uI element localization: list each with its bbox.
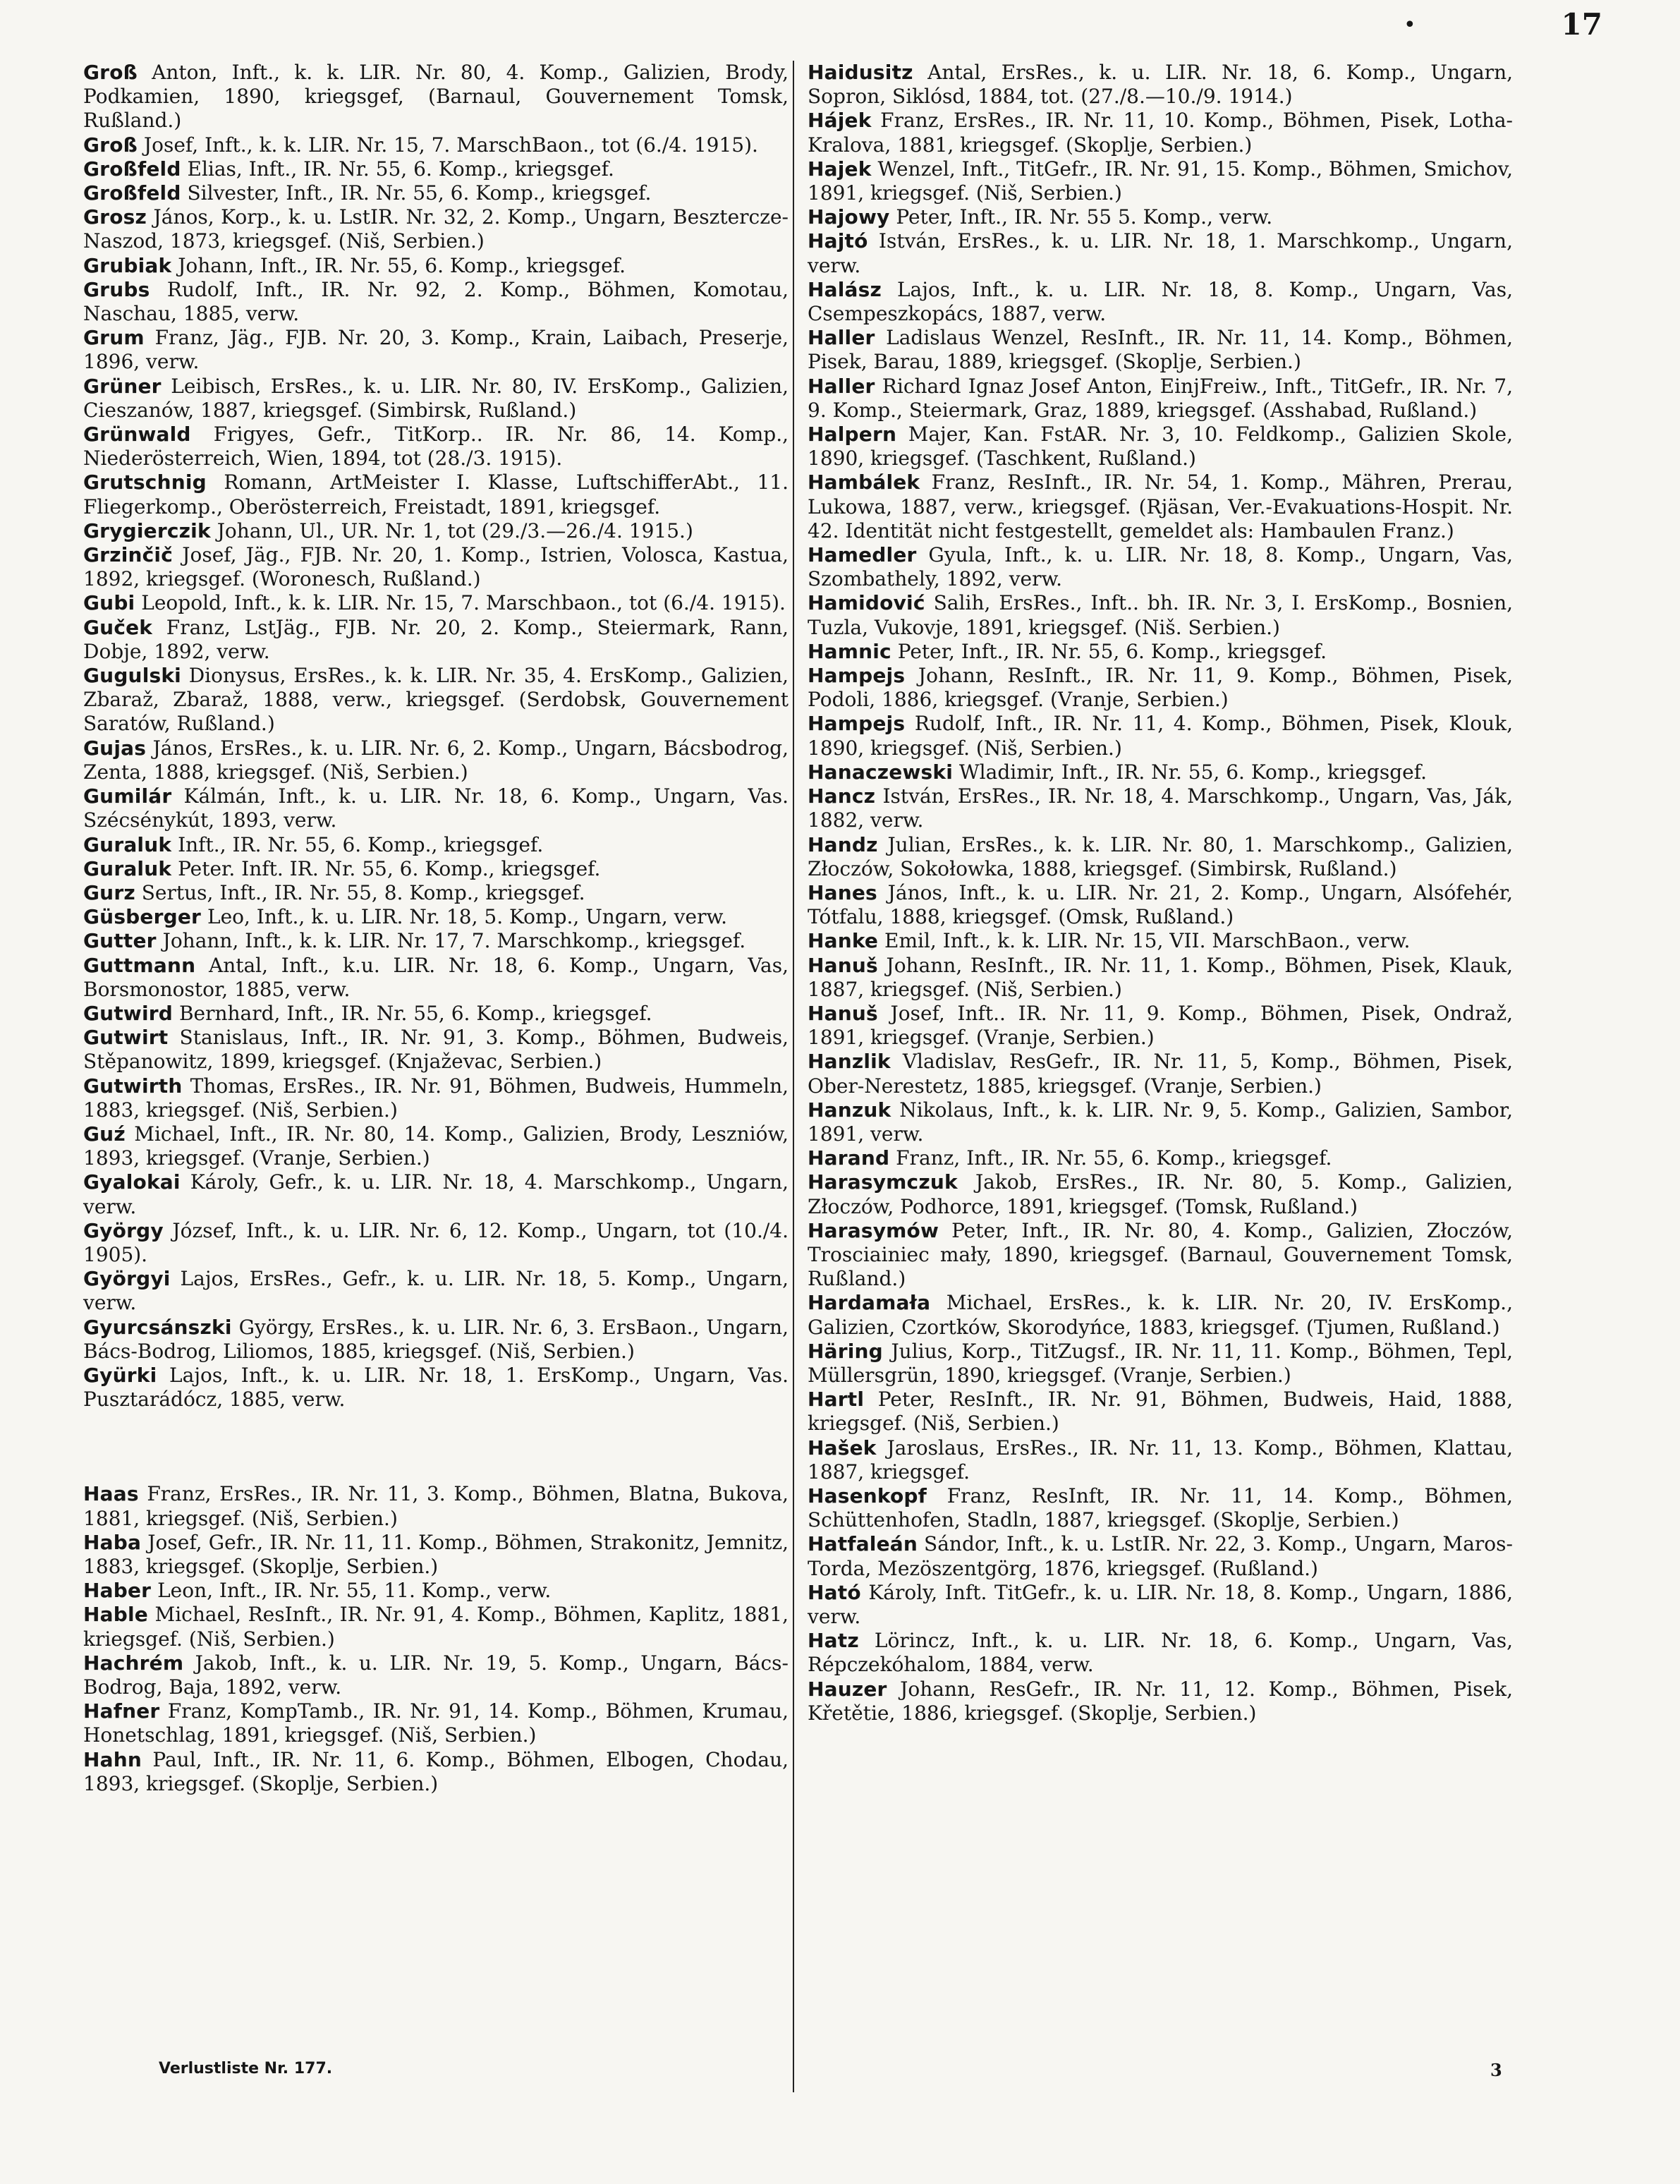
list-entry <box>83 616 789 664</box>
list-entry <box>83 1316 789 1364</box>
list-entry <box>83 736 789 784</box>
footer-signature-mark: 3 <box>1490 2060 1502 2080</box>
list-entry <box>808 471 1513 543</box>
entry-details: Frigyes, Gefr., TitKorp.. IR. Nr. 86, 14. Komp., Niederösterreich, Wien, 1894, tot (28./3. 1915). <box>83 423 789 471</box>
list-entry <box>83 664 789 736</box>
list-entry <box>83 1579 789 1603</box>
entry-surname: Großfeld <box>83 181 181 205</box>
entry-surname: Handz <box>808 832 878 856</box>
list-entry <box>83 1603 789 1651</box>
entry-surname: Hampejs <box>808 712 906 736</box>
entry-surname: Hatz <box>808 1629 859 1653</box>
entry-details: Lajos, Inft., k. u. LIR. Nr. 18, 1. ErsKomp., Ungarn, Vas. Pusztarádócz, 1885, verw. <box>83 1363 789 1412</box>
entry-details: Franz, ResInft, IR. Nr. 11, 14. Komp., Böhmen, Schüttenhofen, Stadln, 1887, kriegsgef. (Skoplje, Serbien.) <box>808 1484 1513 1532</box>
entry-surname: Hanuš <box>808 1001 878 1025</box>
entry-details: Vladislav, ResGefr., IR. Nr. 11, 5, Komp., Böhmen, Pisek, Ober-Nerestetz, 1885, kriegsgef. (Vranje, Serbien.) <box>808 1050 1513 1098</box>
entry-surname: Halász <box>808 277 882 301</box>
entry-details: Michael, ErsRes., k. k. LIR. Nr. 20, IV. ErsKomp., Galizien, Czortków, Skorodyńce, 1883, kriegsgef. (Tjumen, Rußland.) <box>808 1291 1513 1339</box>
entry-details: Inft., IR. Nr. 55, 6. Komp., kriegsgef. <box>178 832 544 856</box>
entry-surname: Gumilár <box>83 784 172 808</box>
list-entry <box>808 423 1513 471</box>
entry-details: Thomas, ErsRes., IR. Nr. 91, Böhmen, Budweis, Hummeln, 1883, kriegsgef. (Niš, Serbien.) <box>83 1074 789 1122</box>
list-entry <box>808 1340 1513 1388</box>
entry-details: János, Korp., k. u. LstIR. Nr. 32, 2. Komp., Ungarn, Besztercze-Naszod, 1873, kriegsgef. (Niš, Serbien.) <box>83 205 789 253</box>
entry-details: Franz, Jäg., FJB. Nr. 20, 3. Komp., Krain, Laibach, Preserje, 1896, verw. <box>83 326 789 374</box>
entry-details: Bernhard, Inft., IR. Nr. 55, 6. Komp., kriegsgef. <box>178 1001 652 1025</box>
list-entry <box>83 205 789 253</box>
list-entry <box>808 1219 1513 1292</box>
list-entry <box>83 1219 789 1267</box>
list-entry <box>83 905 789 929</box>
list-entry <box>83 543 789 591</box>
entry-surname: Hachrém <box>83 1651 184 1675</box>
entry-surname: Hable <box>83 1603 148 1627</box>
entry-surname: Hajtó <box>808 229 868 253</box>
entry-details: József, Inft., k. u. LIR. Nr. 6, 12. Komp., Ungarn, tot (10./4. 1905). <box>83 1218 789 1266</box>
list-entry <box>808 833 1513 881</box>
entry-surname: György <box>83 1218 164 1242</box>
entry-surname: Grutschnig <box>83 471 207 495</box>
entry-surname: Grosz <box>83 205 147 229</box>
entry-surname: Grum <box>83 326 145 350</box>
entry-details: Josef, Inft., k. k. LIR. Nr. 15, 7. MarschBaon., tot (6./4. 1915). <box>143 133 758 157</box>
entry-surname: Haba <box>83 1530 142 1554</box>
entry-details: Károly, Inft. TitGefr., k. u. LIR. Nr. 18, 8. Komp., Ungarn, 1886, verw. <box>808 1580 1513 1628</box>
entry-details: István, ErsRes., k. u. LIR. Nr. 18, 1. Marschkomp., Ungarn, verw. <box>808 229 1513 277</box>
entry-surname: Hambálek <box>808 471 920 495</box>
list-entry <box>83 133 789 157</box>
entry-surname: Hafner <box>83 1699 160 1723</box>
entry-details: Wladimir, Inft., IR. Nr. 55, 6. Komp., kriegsgef. <box>958 760 1427 784</box>
entry-details: Peter, ResInft., IR. Nr. 91, Böhmen, Budweis, Haid, 1888, kriegsgef. (Niš, Serbien.) <box>808 1388 1513 1436</box>
entry-details: János, ErsRes., k. u. LIR. Nr. 6, 2. Komp., Ungarn, Bácsbodrog, Zenta, 1888, kriegsgef. (Niš, Serbien.) <box>83 736 789 784</box>
entry-surname: Guraluk <box>83 832 172 856</box>
entry-surname: Hauzer <box>808 1677 887 1701</box>
entry-surname: Güsberger <box>83 905 202 929</box>
entry-surname: Gutwirt <box>83 1026 169 1050</box>
entry-surname: Hamedler <box>808 543 917 567</box>
entry-details: Ladislaus Wenzel, ResInft., IR. Nr. 11, 14. Komp., Böhmen, Pisek, Barau, 1889, kriegsgef. (Skoplje, Serbien.) <box>808 326 1513 374</box>
list-entry <box>83 519 789 543</box>
entry-surname: Hanzuk <box>808 1098 891 1122</box>
entry-details: Julius, Korp., TitZugsf., IR. Nr. 11, 11. Komp., Böhmen, Tepl, Müllersgrün, 1890, kriegsgef. (Vranje, Serbien.) <box>808 1339 1513 1387</box>
entry-surname: Harasymczuk <box>808 1170 958 1194</box>
list-entry <box>808 1484 1513 1532</box>
list-entry <box>83 254 789 278</box>
list-entry <box>808 1002 1513 1050</box>
entry-surname: Harasymów <box>808 1218 939 1242</box>
entry-details: Károly, Gefr., k. u. LIR. Nr. 18, 4. Marschkomp., Ungarn, verw. <box>83 1170 789 1218</box>
entry-surname: Guček <box>83 615 153 639</box>
entry-details: Michael, Inft., IR. Nr. 80, 14. Komp., Galizien, Brody, Leszniów, 1893, kriegsgef. (Vranje, Serbien.) <box>83 1122 789 1170</box>
entry-details: Leo, Inft., k. u. LIR. Nr. 18, 5. Komp., Ungarn, verw. <box>207 905 727 929</box>
list-entry <box>808 61 1513 109</box>
entry-surname: Gyürki <box>83 1363 157 1387</box>
entry-surname: Gyalokai <box>83 1170 181 1194</box>
entry-surname: Hanes <box>808 880 877 904</box>
entry-surname: Grygierczik <box>83 518 211 542</box>
entry-details: István, ErsRes., IR. Nr. 18, 4. Marschkomp., Ungarn, Vas, Ják, 1882, verw. <box>808 784 1513 832</box>
entry-surname: Hanuš <box>808 953 878 977</box>
list-entry <box>83 1170 789 1218</box>
entry-surname: Harand <box>808 1146 890 1170</box>
entry-surname: Grünwald <box>83 423 191 447</box>
list-entry <box>808 1532 1513 1580</box>
entry-surname: Hasenkopf <box>808 1484 927 1507</box>
entry-details: Peter, Inft., IR. Nr. 80, 4. Komp., Galizien, Złoczów, Trosciainiec mały, 1890, kriegsgef. (Barnaul, Gouvernement Tomsk, Rußland.) <box>808 1218 1513 1291</box>
entry-details: Sándor, Inft., k. u. LstIR. Nr. 22, 3. Komp., Ungarn, Maros-Torda, Mezöszentgörg, 1876, kriegsgef. (Rußland.) <box>808 1532 1513 1580</box>
list-entry <box>83 471 789 518</box>
right-column <box>808 61 1513 1725</box>
entry-details: Peter. Inft. IR. Nr. 55, 6. Komp., kriegsgef. <box>178 856 601 880</box>
list-entry <box>83 1651 789 1699</box>
entry-details: Antal, ErsRes., k. u. LIR. Nr. 18, 6. Komp., Ungarn, Sopron, Siklósd, 1884, tot. (27./8.—10./9. 1914.) <box>808 61 1514 109</box>
entry-surname: Gutter <box>83 929 157 953</box>
entry-surname: Haller <box>808 326 875 350</box>
entry-details: Johann, Inft., k. k. LIR. Nr. 17, 7. Marschkomp., kriegsgef. <box>162 929 746 953</box>
entry-details: János, Inft., k. u. LIR. Nr. 21, 2. Komp., Ungarn, Alsófehér, Tótfalu, 1888, kriegsgef. (Omsk, Rußland.) <box>808 880 1513 929</box>
list-entry <box>83 181 789 205</box>
entry-surname: Haidusitz <box>808 61 913 84</box>
entry-details: Sertus, Inft., IR. Nr. 55, 8. Komp., kriegsgef. <box>141 880 585 904</box>
entry-surname: Häring <box>808 1339 883 1363</box>
entry-details: Paul, Inft., IR. Nr. 11, 6. Komp., Böhmen, Elbogen, Chodau, 1893, kriegsgef. (Skoplje, Serbien.) <box>83 1747 789 1795</box>
entry-surname: Gurz <box>83 880 135 904</box>
entry-surname: Großfeld <box>83 157 181 181</box>
entry-details: Anton, Inft., k. k. LIR. Nr. 80, 4. Komp., Galizien, Brody, Podkamien, 1890, kriegsgef, (Barnaul, Gouvernement Tomsk, Rußland.) <box>83 61 789 133</box>
entry-details: Johann, ResGefr., IR. Nr. 11, 12. Komp., Böhmen, Pisek, Křetětie, 1886, kriegsgef. (Skoplje, Serbien.) <box>808 1677 1513 1725</box>
entry-details: Rudolf, Inft., IR. Nr. 11, 4. Komp., Böhmen, Pisek, Klouk, 1890, kriegsgef. (Niš, Serbien.) <box>808 712 1514 760</box>
list-entry <box>808 784 1513 832</box>
entry-surname: Hanzlik <box>808 1050 891 1074</box>
list-entry <box>808 954 1513 1002</box>
entry-details: Michael, ResInft., IR. Nr. 91, 4. Komp., Böhmen, Kaplitz, 1881, kriegsgef. (Niš, Serbien.) <box>83 1603 789 1651</box>
entry-surname: Hahn <box>83 1747 142 1771</box>
page-number: 17 <box>1561 7 1602 42</box>
list-entry <box>808 278 1513 326</box>
entry-surname: Gutwird <box>83 1001 174 1025</box>
entry-surname: Hanke <box>808 929 879 953</box>
list-entry <box>808 712 1513 760</box>
entry-details: Johann, ResInft., IR. Nr. 11, 1. Komp., Böhmen, Pisek, Klauk, 1887, kriegsgef. (Niš, Serbien.) <box>808 953 1513 1001</box>
entry-details: Gyula, Inft., k. u. LIR. Nr. 18, 8. Komp., Ungarn, Vas, Szombathely, 1892, verw. <box>808 543 1514 591</box>
list-entry <box>808 1388 1513 1436</box>
entry-details: Majer, Kan. FstAR. Nr. 3, 10. Feldkomp., Galizien Skole, 1890, kriegsgef. (Taschkent, Rußland.) <box>808 423 1513 471</box>
list-entry <box>83 1364 789 1412</box>
list-entry <box>808 157 1513 205</box>
entry-details: Nikolaus, Inft., k. k. LIR. Nr. 9, 5. Komp., Galizien, Sambor, 1891, verw. <box>808 1098 1513 1146</box>
entry-surname: Ható <box>808 1580 861 1604</box>
page-dot: • <box>1404 13 1416 37</box>
list-entry <box>808 543 1513 591</box>
entry-details: Franz, ErsRes., IR. Nr. 11, 3. Komp., Böhmen, Blatna, Bukova, 1881, kriegsgef. (Niš, Serbien.) <box>83 1482 789 1530</box>
entry-surname: Grüner <box>83 374 162 398</box>
entry-surname: Hanaczewski <box>808 760 953 784</box>
entry-details: Leon, Inft., IR. Nr. 55, 11. Komp., verw. <box>157 1579 552 1603</box>
entry-surname: Guź <box>83 1122 126 1146</box>
entry-details: Antal, Inft., k.u. LIR. Nr. 18, 6. Komp., Ungarn, Vas, Borsmonostor, 1885, verw. <box>83 953 789 1001</box>
entry-details: Jakob, Inft., k. u. LIR. Nr. 19, 5. Komp., Ungarn, Bács-Bodrog, Baja, 1892, verw. <box>83 1651 789 1699</box>
entry-details: Josef, Gefr., IR. Nr. 11, 11. Komp., Böhmen, Strakonitz, Jemnitz, 1883, kriegsgef. (Skoplje, Serbien.) <box>83 1530 789 1578</box>
entry-surname: Gyurcsánszki <box>83 1315 232 1339</box>
entry-details: György, ErsRes., k. u. LIR. Nr. 6, 3. ErsBaon., Ungarn, Bács-Bodrog, Liliomos, 1885, kriegsgef. (Niš, Serbien.) <box>83 1315 789 1363</box>
entry-details: Johann, ResInft., IR. Nr. 11, 9. Komp., Böhmen, Pisek, Podoli, 1886, kriegsgef. (Vranje, Serbien.) <box>808 664 1513 712</box>
entry-details: Franz, KompTamb., IR. Nr. 91, 14. Komp., Böhmen, Krumau, Honetschlag, 1891, kriegsgef. (Niš, Serbien.) <box>83 1699 789 1747</box>
list-entry <box>83 1267 789 1315</box>
entry-surname: Gugulski <box>83 664 181 688</box>
entry-surname: Groß <box>83 133 138 157</box>
entry-details: Wenzel, Inft., TitGefr., IR. Nr. 91, 15. Komp., Böhmen, Smichov, 1891, kriegsgef. (Niš, Serbien.) <box>808 157 1513 205</box>
entry-surname: Hardamała <box>808 1291 931 1315</box>
entry-surname: Guttmann <box>83 953 196 977</box>
list-entry <box>83 929 789 953</box>
list-entry <box>808 591 1513 639</box>
entry-details: Leopold, Inft., k. k. LIR. Nr. 15, 7. Marschbaon., tot (6./4. 1915). <box>141 591 786 615</box>
entry-surname: Hamidović <box>808 591 925 615</box>
list-entry <box>808 664 1513 712</box>
list-entry <box>83 1074 789 1122</box>
list-entry <box>83 1026 789 1074</box>
entry-details: Romann, ArtMeister I. Klasse, LuftschifferAbt., 11. Fliegerkomp., Oberösterreich, Freistadt, 1891, kriegsgef. <box>83 471 789 518</box>
entry-details: Josef, Inft.. IR. Nr. 11, 9. Komp., Böhmen, Pisek, Ondraž, 1891, kriegsgef. (Vranje, Serbien.) <box>808 1001 1514 1050</box>
entry-surname: Hájek <box>808 109 872 133</box>
entry-details: Rudolf, Inft., IR. Nr. 92, 2. Komp., Böhmen, Komotau, Naschau, 1885, verw. <box>83 277 789 326</box>
entry-details: Silvester, Inft., IR. Nr. 55, 6. Komp., kriegsgef. <box>187 181 652 205</box>
list-entry <box>83 1699 789 1747</box>
list-entry <box>808 1629 1513 1677</box>
entry-details: Emil, Inft., k. k. LIR. Nr. 15, VII. MarschBaon., verw. <box>884 929 1411 953</box>
list-entry <box>83 784 789 832</box>
list-entry <box>808 1170 1513 1218</box>
list-entry <box>808 109 1513 157</box>
left-column <box>83 61 789 1796</box>
entry-surname: Haas <box>83 1482 139 1506</box>
list-entry <box>83 326 789 374</box>
entry-details: Franz, ResInft., IR. Nr. 54, 1. Komp., Mähren, Prerau, Lukowa, 1887, verw., kriegsgef. (Rjäsan, Ver.-Evakuations-Hospit. Nr. 42. Identität nicht festgestellt, gemeldet als: Hambaulen Franz.) <box>808 471 1513 542</box>
list-entry <box>808 1291 1513 1339</box>
list-entry <box>83 375 789 423</box>
entry-surname: Grzinčič <box>83 543 174 567</box>
entry-details: Leibisch, ErsRes., k. u. LIR. Nr. 80, IV. ErsKomp., Galizien, Cieszanów, 1887, kriegsgef. (Simbirsk, Rußland.) <box>83 374 789 422</box>
entry-details: Lajos, Inft., k. u. LIR. Nr. 18, 8. Komp., Ungarn, Vas, Csempeszkopács, 1887, verw. <box>808 277 1513 326</box>
entry-details: Lörincz, Inft., k. u. LIR. Nr. 18, 6. Komp., Ungarn, Vas, Répczekóhalom, 1884, verw. <box>808 1629 1513 1677</box>
entry-details: Jakob, ErsRes., IR. Nr. 80, 5. Komp., Galizien, Złoczów, Podhorce, 1891, kriegsgef. (Tomsk, Rußland.) <box>808 1170 1513 1218</box>
entry-details: Stanislaus, Inft., IR. Nr. 91, 3. Komp., Böhmen, Budweis, Stěpanowitz, 1899, kriegsgef. (Knjaževac, Serbien.) <box>83 1026 789 1074</box>
list-entry <box>83 157 789 181</box>
entry-details: Franz, LstJäg., FJB. Nr. 20, 2. Komp., Steiermark, Rann, Dobje, 1892, verw. <box>83 615 789 663</box>
entry-surname: Guraluk <box>83 856 172 880</box>
list-entry <box>83 857 789 881</box>
entry-details: Dionysus, ErsRes., k. k. LIR. Nr. 35, 4. ErsKomp., Galizien, Zbaraž, Zbaraž, 1888, verw., kriegsgef. (Serdobsk, Gouvernement Saratów, Rußland.) <box>83 664 789 736</box>
list-entry <box>808 205 1513 229</box>
column-divider <box>793 61 794 2092</box>
list-entry <box>808 1678 1513 1725</box>
entry-details: Elias, Inft., IR. Nr. 55, 6. Komp., kriegsgef. <box>187 157 614 181</box>
entry-details: Salih, ErsRes., Inft.. bh. IR. Nr. 3, I. ErsKomp., Bosnien, Tuzla, Vukovje, 1891, kriegsgef. (Niš. Serbien.) <box>808 591 1514 639</box>
section-gap <box>83 1412 789 1482</box>
list-entry <box>808 1098 1513 1146</box>
entry-surname: Gujas <box>83 736 147 760</box>
list-entry <box>808 1050 1513 1098</box>
entry-surname: Hancz <box>808 784 876 808</box>
list-entry <box>808 326 1513 374</box>
list-entry <box>808 881 1513 929</box>
list-entry <box>83 833 789 857</box>
entry-surname: Haller <box>808 374 875 398</box>
entry-surname: Gubi <box>83 591 135 615</box>
list-entry <box>808 760 1513 784</box>
entry-details: Johann, Ul., UR. Nr. 1, tot (29./3.—26./4. 1915.) <box>217 518 693 542</box>
list-entry <box>83 1748 789 1796</box>
entry-surname: Groß <box>83 61 138 84</box>
entry-details: Franz, ErsRes., IR. Nr. 11, 10. Komp., Böhmen, Pisek, Lotha-Kralova, 1881, kriegsgef. (Skoplje, Serbien.) <box>808 109 1514 157</box>
list-entry <box>83 278 789 326</box>
list-entry <box>83 1531 789 1579</box>
entry-details: Julian, ErsRes., k. k. LIR. Nr. 80, 1. Marschkomp., Galizien, Złoczów, Sokołowka, 1888, kriegsgef. (Simbirsk, Rußland.) <box>808 832 1514 880</box>
list-entry <box>83 1002 789 1026</box>
entry-surname: Hašek <box>808 1436 877 1460</box>
entry-surname: Hartl <box>808 1388 865 1412</box>
entry-details: Richard Ignaz Josef Anton, EinjFreiw., Inft., TitGefr., IR. Nr. 7, 9. Komp., Steiermark, Graz, 1889, kriegsgef. (Asshabad, Rußland.) <box>808 374 1513 422</box>
entry-surname: Haber <box>83 1579 152 1603</box>
list-entry <box>83 591 789 615</box>
entry-surname: Gutwirth <box>83 1074 183 1098</box>
list-entry <box>83 61 789 133</box>
entry-surname: Grubiak <box>83 253 172 277</box>
list-entry <box>808 1581 1513 1629</box>
entry-details: Kálmán, Inft., k. u. LIR. Nr. 18, 6. Komp., Ungarn, Vas. Szécsénykút, 1893, verw. <box>83 784 789 832</box>
list-entry <box>808 640 1513 664</box>
list-entry <box>808 375 1513 423</box>
list-entry <box>83 954 789 1002</box>
footer-list-number: Verlustliste Nr. 177. <box>159 2060 333 2077</box>
list-entry <box>808 229 1513 277</box>
entry-details: Franz, Inft., IR. Nr. 55, 6. Komp., kriegsgef. <box>896 1146 1332 1170</box>
entry-details: Josef, Jäg., FJB. Nr. 20, 1. Komp., Istrien, Volosca, Kastua, 1892, kriegsgef. (Woronesch, Rußland.) <box>83 543 789 591</box>
entry-surname: Hajek <box>808 157 872 181</box>
entry-surname: Grubs <box>83 277 150 301</box>
list-entry <box>83 1482 789 1530</box>
entry-surname: Hajowy <box>808 205 890 229</box>
entry-details: Johann, Inft., IR. Nr. 55, 6. Komp., kriegsgef. <box>178 253 626 277</box>
list-entry <box>83 881 789 905</box>
entry-surname: Halpern <box>808 423 897 447</box>
list-entry <box>83 1122 789 1170</box>
entry-details: Peter, Inft., IR. Nr. 55, 6. Komp., kriegsgef. <box>897 639 1327 663</box>
list-entry <box>808 1146 1513 1170</box>
entry-surname: Györgyi <box>83 1267 171 1291</box>
list-entry <box>83 423 789 471</box>
entry-details: Jaroslaus, ErsRes., IR. Nr. 11, 13. Komp., Böhmen, Klattau, 1887, kriegsgef. <box>808 1436 1513 1484</box>
list-entry <box>808 1436 1513 1484</box>
entry-surname: Hatfaleán <box>808 1532 918 1556</box>
list-entry <box>808 929 1513 953</box>
entry-details: Lajos, ErsRes., Gefr., k. u. LIR. Nr. 18, 5. Komp., Ungarn, verw. <box>83 1267 789 1315</box>
entry-surname: Hamnic <box>808 639 891 663</box>
entry-details: Peter, Inft., IR. Nr. 55 5. Komp., verw. <box>896 205 1273 229</box>
entry-surname: Hampejs <box>808 664 906 688</box>
